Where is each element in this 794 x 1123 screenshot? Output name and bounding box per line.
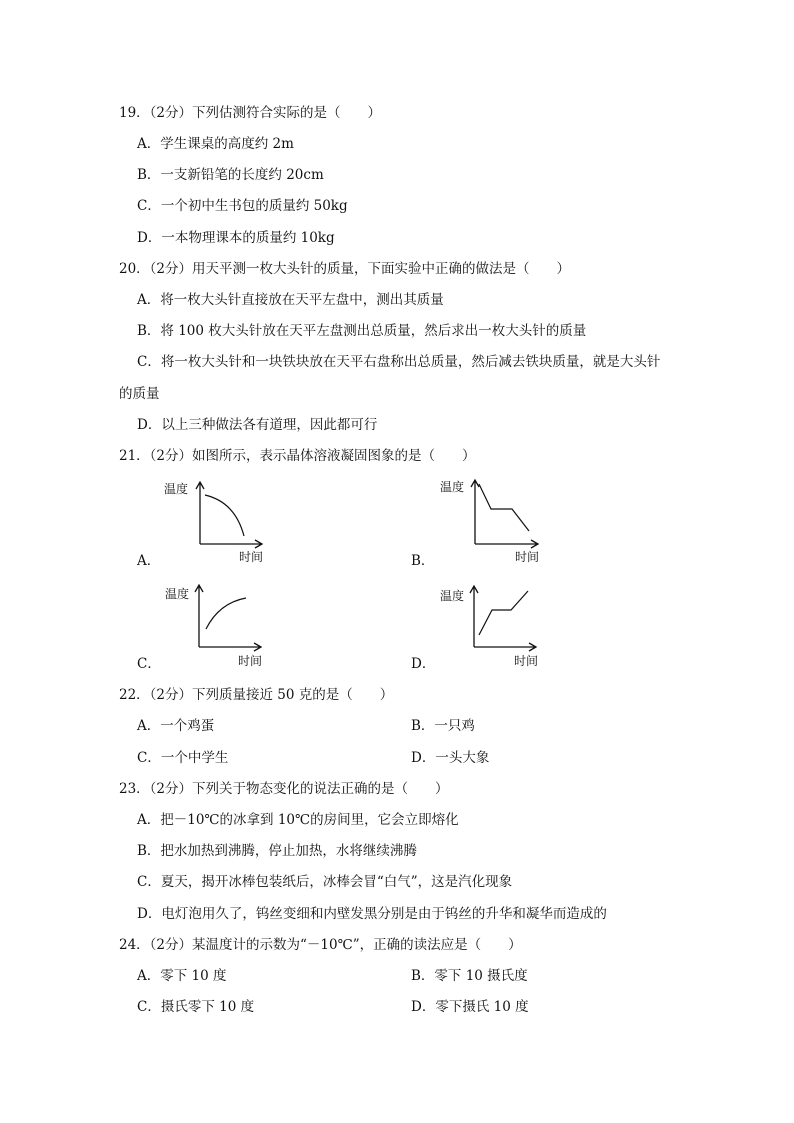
graph-c-xlabel: 时间 — [238, 654, 263, 668]
graph-a-x-axis — [200, 540, 262, 548]
graph-b-curve — [479, 484, 529, 531]
graph-d-y-axis — [470, 586, 478, 647]
graph-c-curve — [206, 598, 246, 629]
graph-b-x-axis — [475, 540, 538, 548]
question-24-stem: 24．（2分）某温度计的示数为“－10℃”，正确的读法应是（ ） — [119, 937, 522, 953]
question-19-stem: 19．（2分）下列估测符合实际的是（ ） — [119, 105, 382, 121]
question-22-option-c: C．一个中学生 — [137, 750, 229, 766]
question-23-option-a: A．把－10℃的冰拿到 10℃的房间里，它会立即熔化 — [137, 812, 459, 828]
question-20-option-d: D．以上三种做法各有道理，因此都可行 — [137, 417, 378, 433]
question-24-option-a: A．零下 10 度 — [137, 968, 227, 984]
graph-a — [160, 474, 280, 569]
question-23-option-d: D．电灯泡用久了，钨丝变细和内壁发黑分别是由于钨丝的升华和凝华而造成的 — [137, 906, 607, 922]
graph-a-ylabel: 温度 — [164, 482, 189, 496]
graph-b-ylabel: 温度 — [440, 480, 465, 494]
question-23-option-b: B．把水加热到沸腾，停止加热，水将继续沸腾 — [137, 843, 417, 859]
graph-b — [436, 474, 556, 569]
graph-d-curve — [479, 591, 528, 635]
question-22-option-a: A．一个鸡蛋 — [137, 718, 215, 734]
graph-c-ylabel: 温度 — [165, 587, 190, 601]
question-20-stem: 20．（2分）用天平测一枚大头针的质量，下面实验中正确的做法是（ ） — [119, 261, 571, 277]
question-21-option-c-label: C． — [137, 656, 161, 672]
question-21-stem: 21．（2分）如图所示，表示晶体溶液凝固图象的是（ ） — [119, 448, 476, 464]
graph-c-y-axis — [195, 585, 203, 647]
question-21-option-d-label: D． — [411, 656, 436, 672]
question-21-option-a-label: A． — [137, 553, 161, 569]
question-24-option-d: D．零下摄氏 10 度 — [411, 999, 529, 1015]
question-19-option-a: A．学生课桌的高度约 2m — [137, 136, 294, 152]
question-22-stem: 22．（2分）下列质量接近 50 克的是（ ） — [119, 687, 394, 703]
graph-c-x-axis — [199, 643, 261, 651]
question-22-option-d: D．一头大象 — [411, 750, 490, 766]
graph-a-xlabel: 时间 — [239, 550, 264, 564]
graph-a-y-axis — [196, 482, 204, 544]
question-20-option-b: B．将 100 枚大头针放在天平左盘测出总质量，然后求出一枚大头针的质量 — [137, 323, 587, 339]
graph-b-y-axis — [471, 480, 479, 544]
question-24-option-b: B．零下 10 摄氏度 — [411, 968, 528, 984]
question-19-option-b: B．一支新铅笔的长度约 20cm — [137, 167, 324, 183]
graph-d-x-axis — [474, 643, 536, 651]
graph-d-xlabel: 时间 — [514, 654, 539, 668]
graph-a-curve — [205, 495, 244, 536]
graph-d — [436, 580, 556, 675]
question-21-option-b-label: B． — [411, 553, 435, 569]
question-20-option-c-continuation: 的质量 — [119, 386, 160, 402]
graph-d-ylabel: 温度 — [440, 589, 465, 603]
question-24-option-c: C．摄氏零下 10 度 — [137, 999, 255, 1015]
question-19-option-c: C．一个初中生书包的质量约 50kg — [137, 198, 348, 214]
question-22-option-b: B．一只鸡 — [411, 718, 475, 734]
question-20-option-a: A．将一枚大头针直接放在天平左盘中，测出其质量 — [137, 292, 444, 308]
question-23-option-c: C．夏天，揭开冰棒包装纸后，冰棒会冒“白气”，这是汽化现象 — [137, 874, 513, 890]
question-19-option-d: D．一本物理课本的质量约 10kg — [137, 230, 335, 246]
graph-b-xlabel: 时间 — [515, 550, 540, 564]
graph-c — [161, 579, 281, 674]
question-20-option-c: C．将一枚大头针和一块铁块放在天平右盘称出总质量，然后减去铁块质量，就是大头针 — [137, 354, 661, 370]
question-23-stem: 23．（2分）下列关于物态变化的说法正确的是（ ） — [119, 781, 449, 797]
